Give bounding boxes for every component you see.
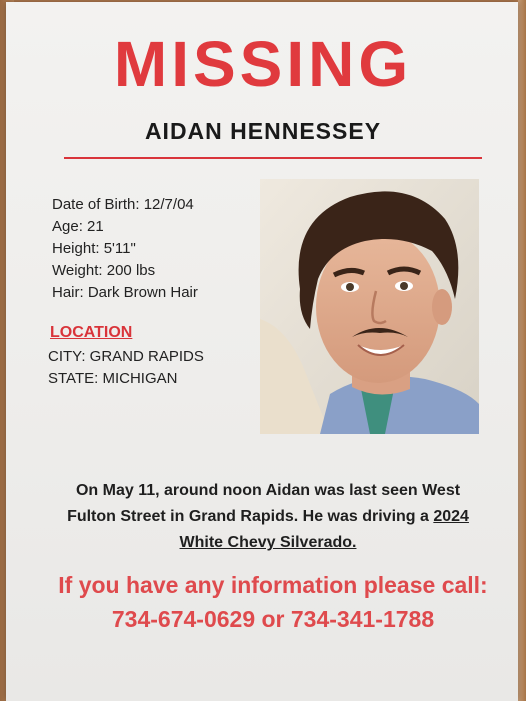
divider-line: [64, 157, 482, 159]
location-details: [48, 346, 204, 390]
contact-info: [0, 568, 526, 636]
description-line-1: On May 11, around noon Aidan was last seen West: [75, 482, 461, 499]
poster-title: MISSING: [113, 28, 413, 100]
detail-dob: Date of Birth: 12/7/04: [52, 196, 194, 213]
vehicle-year: 2024: [433, 508, 469, 525]
detail-hair: Hair: Dark Brown Hair: [52, 284, 198, 301]
description-line-2: [0, 504, 526, 530]
person-photo: [260, 179, 479, 434]
detail-height: Height: 5'11": [52, 240, 136, 257]
last-seen-description: [0, 478, 526, 556]
description-line-2-text: Fulton Street in Grand Rapids. He was driving a: [67, 508, 434, 525]
contact-phone-numbers: 734-674-0629 or 734-341-1788: [111, 606, 435, 632]
location-city: CITY: GRAND RAPIDS: [48, 348, 204, 365]
detail-age: Age: 21: [52, 218, 104, 235]
location-heading: LOCATION: [50, 324, 133, 341]
person-details: [52, 194, 198, 304]
detail-weight: Weight: 200 lbs: [52, 262, 156, 279]
contact-prompt: If you have any information please call:: [58, 572, 488, 598]
vehicle-model: White Chevy Silverado.: [179, 534, 357, 551]
person-name: AIDAN HENNESSEY: [144, 118, 382, 144]
location-state: STATE: MICHIGAN: [48, 370, 178, 387]
portrait-illustration: [260, 179, 479, 434]
